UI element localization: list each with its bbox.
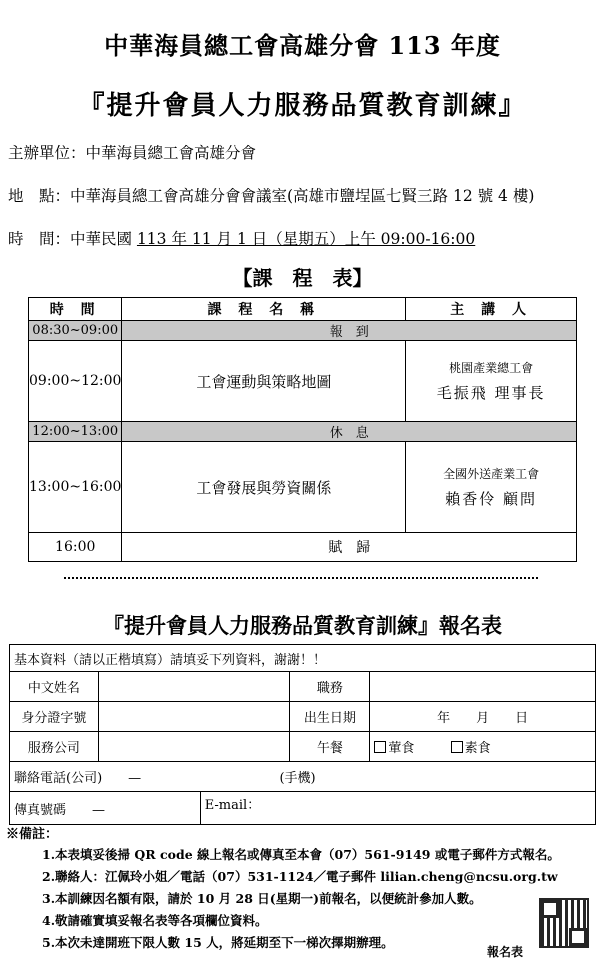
company-label: 服務公司 — [10, 732, 99, 762]
lunch-meat-checkbox[interactable] — [374, 741, 386, 753]
schedule-header-row — [29, 298, 577, 321]
qr-label: 報名表 — [487, 945, 524, 959]
job-title-label: 職務 — [290, 672, 370, 702]
session-1-speaker: 毛振飛 理事長 — [436, 384, 546, 402]
birth-label: 出生日期 — [290, 702, 370, 732]
session-1-row — [29, 341, 577, 422]
phone-label: 聯絡電話(公司) — — [14, 771, 142, 786]
fax-label: 傳真號碼 — — [14, 802, 106, 818]
break-time: 12:00~13:00 — [29, 422, 122, 442]
break-label: 休 息 — [122, 422, 577, 442]
header-time: 時 間 — [29, 298, 122, 321]
header-course: 課 程 名 稱 — [122, 298, 406, 321]
end-label: 賦 歸 — [122, 533, 577, 562]
birth-input[interactable]: 年 月 日 — [370, 702, 596, 732]
form-row-company — [10, 732, 596, 762]
location: 地 點：中華海員總工會高雄分會會議室(高雄市鹽埕區七賢三路 12 號 4 樓) — [8, 187, 535, 205]
time-value: 113 年 11 月 1 日（星期五）上午 09:00-16:00 — [136, 230, 476, 248]
checkin-label: 報 到 — [122, 321, 577, 341]
email-label: E-mail： — [204, 798, 261, 813]
name-label: 中文姓名 — [10, 672, 99, 702]
form-intro-row — [10, 645, 596, 672]
end-time: 16:00 — [29, 533, 122, 562]
session-2-org: 全國外送產業工會 — [443, 467, 540, 481]
id-label: 身分證字號 — [10, 702, 99, 732]
schedule-table — [28, 297, 577, 562]
end-row — [29, 533, 577, 562]
form-title: 『提升會員人力服務品質教育訓練』報名表 — [103, 613, 502, 638]
lunch-veg-label: 素食 — [464, 741, 491, 756]
title-line-1: 中華海員總工會高雄分會 113 年度 — [104, 31, 501, 60]
session-1-course: 工會運動與策略地圖 — [122, 341, 406, 422]
form-row-id — [10, 702, 596, 732]
lunch-options — [370, 732, 596, 762]
event-time — [8, 227, 475, 249]
note-2: 2.聯絡人：江佩玲小姐／電話（07）531-1124／電子郵件 lilian.cheng@ncsu.org.tw — [42, 869, 558, 884]
lunch-meat-label: 葷食 — [388, 741, 415, 756]
title-line-2: 『提升會員人力服務品質教育訓練』 — [78, 91, 527, 121]
session-1-org: 桃園產業總工會 — [449, 361, 534, 375]
session-2-course: 工會發展與勞資關係 — [122, 442, 406, 533]
note-1: 1.本表填妥後掃 QR code 線上報名或傳真至本會（07）561-9149 或電子郵件方式報名。 — [42, 847, 560, 862]
note-4: 4.敬請確實填妥報名表等各項欄位資料。 — [42, 913, 268, 928]
form-row-phone — [10, 762, 596, 792]
job-title-input[interactable] — [370, 672, 596, 702]
notes-title: ※備註： — [6, 827, 59, 842]
session-2-row — [29, 442, 577, 533]
name-input[interactable] — [98, 672, 290, 702]
id-input[interactable] — [98, 702, 290, 732]
session-1-time: 09:00~12:00 — [29, 341, 122, 422]
note-3: 3.本訓練因名額有限，請於 10 月 28 日(星期一)前報名，以便統計參加人數。 — [42, 891, 482, 906]
checkin-row — [29, 321, 577, 341]
checkin-time: 08:30~09:00 — [29, 321, 122, 341]
lunch-veg-checkbox[interactable] — [451, 741, 463, 753]
company-input[interactable] — [98, 732, 290, 762]
registration-form — [9, 644, 596, 825]
phone-cell[interactable] — [10, 762, 596, 792]
lunch-label: 午餐 — [290, 732, 370, 762]
qr-code-icon[interactable] — [539, 898, 589, 948]
email-cell[interactable] — [200, 792, 595, 825]
break-row — [29, 422, 577, 442]
form-row-name — [10, 672, 596, 702]
note-5: 5.本次未達開班下限人數 15 人，將延期至下一梯次擇期辦理。 — [42, 935, 394, 950]
form-intro: 基本資料（請以正楷填寫）請填妥下列資料，謝謝！！ — [10, 645, 596, 672]
dotted-divider — [64, 577, 538, 579]
form-row-fax — [10, 792, 596, 825]
organizer: 主辦單位：中華海員總工會高雄分會 — [8, 144, 257, 162]
session-1-speaker-cell — [406, 341, 577, 422]
time-label: 時 間：中華民國 — [8, 230, 137, 248]
header-speaker: 主 講 人 — [406, 298, 577, 321]
session-2-speaker: 賴香伶 顧問 — [445, 490, 537, 508]
session-2-speaker-cell — [406, 442, 577, 533]
fax-cell[interactable] — [10, 792, 201, 825]
session-2-time: 13:00~16:00 — [29, 442, 122, 533]
mobile-label: (手機) — [279, 771, 316, 786]
schedule-title: 【課 程 表】 — [232, 266, 373, 290]
